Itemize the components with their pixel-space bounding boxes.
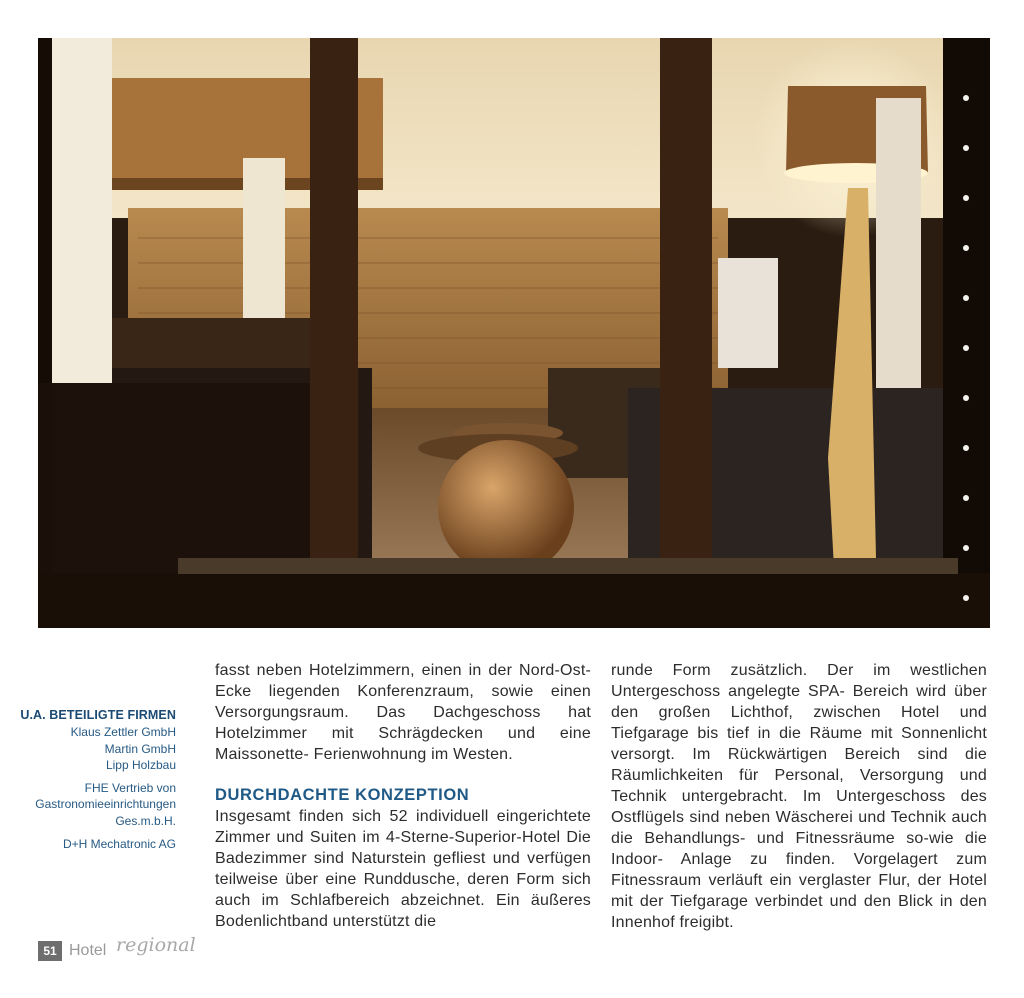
article-paragraph: fasst neben Hotelzimmern, einen in der Nord-Ost-Ecke liegenden Konferenzraum, sowie einen Versorgungsraum. Das Dachgeschoss hat Hotelzimmer mit Schrägdecken und eine Maissonette- Ferienwohnung im Westen. [215,662,591,763]
article-column-2 [611,660,987,933]
firm-item: Ges.m.b.H. [115,813,176,828]
article-paragraph: Insgesamt finden sich 52 individuell eingerichtete Zimmer und Suiten im 4-Sterne-Superior-Hotel Die Badezimmer sind Naturstein gefliest und verfügen teilweise über eine Runddusche, deren Form sich auch im Schlafbereich abzeichnet. Ein äußeres Bodenlichtband unterstützt die [215,808,591,930]
firm-item: Martin GmbH [104,741,176,756]
article-paragraph: runde Form zusätzlich. Der im westlichen Untergeschoss angelegte SPA- Bereich wird über den großen Lichthof, zwischen Hotel und Tiefgarage bis tief in die Räume mit Sonnenlicht versorgt. Im Rückwärtigen Bereich sind die Räumlichkeiten für Personal, Versorgung und Technik untergebracht. Im Untergeschoss des Ostflügels sind neben Wäscherei und Technik auch die Behandlungs- und Fitnessräume so-wie die Indoor- Anlage zu finden. Vorgelagert zum Fitnessraum verläuft ein verglaster Flur, der Hotel mit der Tiefgarage verbindet und den Blick in den Innenhof freigibt. [611,662,987,931]
article-column-1 [215,660,591,932]
firm-item: FHE Vertrieb von [84,780,176,795]
hotel-lobby-photo [38,38,990,628]
section-subheading: DURCHDACHTE KONZEPTION [215,786,470,804]
firms-heading: U.A. BETEILIGTE FIRMEN [20,708,176,722]
magazine-logo: Hotel [69,942,107,959]
magazine-logo-script: regional [116,934,196,956]
page-number: 51 [38,941,62,961]
firm-item: D+H Mechatronic AG [62,836,176,851]
firm-item: Lipp Holzbau [105,758,176,773]
participating-firms-box [20,708,176,852]
firm-item: Gastronomieeinrichtungen [35,797,176,812]
photo-illustration [38,38,990,628]
firm-item: Klaus Zettler GmbH [70,725,176,739]
